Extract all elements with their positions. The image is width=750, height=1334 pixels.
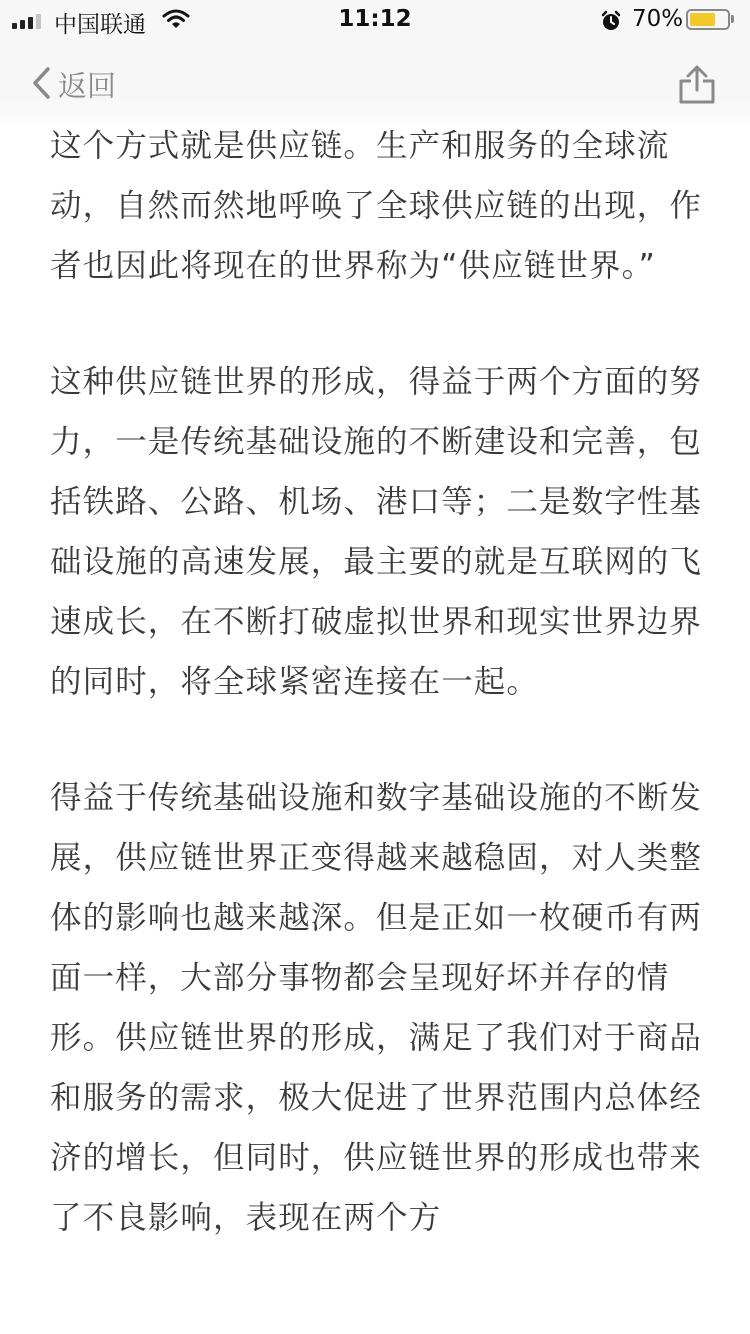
carrier-name: 中国联通 — [54, 12, 146, 38]
alarm-icon — [600, 10, 622, 36]
share-button[interactable] — [676, 64, 718, 106]
battery-icon — [686, 9, 730, 30]
status-bar — [0, 0, 750, 40]
battery-percent: 70% — [632, 6, 684, 32]
back-label: 返回 — [58, 69, 117, 103]
article-paragraph: 这种供应链世界的形成，得益于两个方面的努力，一是传统基础设施的不断建设和完善，包括铁路、公路、机场、港口等；二是数字性基础设施的高速发展，最主要的就是互联网的飞速成长，在不断打破虚拟世界和现实世界边界的同时，将全球紧密连接在一起。 — [50, 364, 703, 700]
article-body — [50, 116, 702, 1304]
back-button[interactable] — [30, 64, 116, 105]
battery-level — [690, 13, 715, 26]
share-icon — [676, 91, 718, 110]
battery-tip — [731, 15, 734, 23]
article-paragraph: 得益于传统基础设施和数字基础设施的不断发展，供应链世界正变得越来越稳固，对人类整体的影响也越来越深。但是正如一枚硬币有两面一样，大部分事物都会呈现好坏并存的情形。供应链世界的形成，满足了我们对于商品和服务的需求，极大促进了世界范围内总体经济的增长，但同时，供应链世界的形成也带来了不良影响，表现在两个方 — [50, 780, 703, 1236]
article-paragraph: 这个方式就是供应链。生产和服务的全球流动，自然而然地呼唤了全球供应链的出现，作者也因此将现在的世界称为“供应链世界。” — [50, 128, 703, 284]
chevron-left-icon — [30, 66, 52, 104]
clock-time: 11:12 — [338, 6, 412, 32]
navigation-bar — [0, 40, 750, 126]
